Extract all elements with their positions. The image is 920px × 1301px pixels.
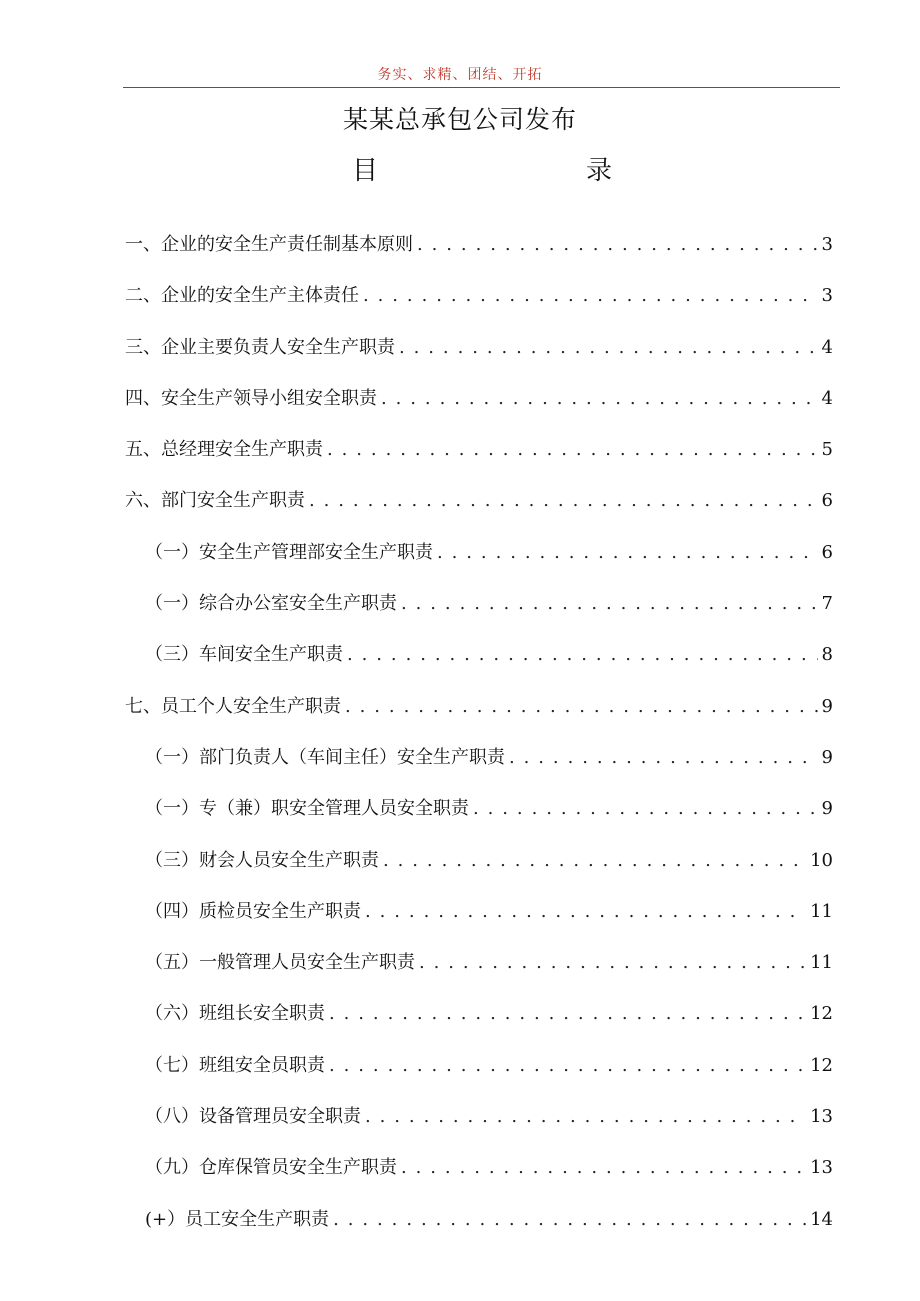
header-divider	[123, 87, 840, 88]
toc-leader-dots	[309, 490, 818, 511]
toc-entry-page: 11	[810, 952, 833, 974]
toc-entry-page: 11	[810, 900, 833, 922]
toc-subentry[interactable]	[125, 589, 833, 640]
toc-entry[interactable]	[125, 333, 833, 384]
document-title: 某某总承包公司发布	[342, 105, 577, 134]
toc-entry-page: 6	[821, 490, 833, 512]
toc-entry-label: （三）财会人员安全生产职责	[145, 849, 379, 871]
toc-entry[interactable]	[125, 486, 833, 537]
toc-entry-page: 9	[821, 695, 833, 717]
toc-entry-label: 二、企业的安全生产主体责任	[125, 285, 359, 307]
toc-entry-label: （九）仓库保管员安全生产职责	[145, 1157, 397, 1179]
toc-entry-page: 12	[810, 1054, 833, 1076]
toc-leader-dots	[417, 234, 818, 255]
toc-leader-dots	[329, 1055, 806, 1076]
toc-subentry[interactable]	[125, 640, 833, 691]
toc-entry-page: 13	[810, 1157, 833, 1179]
toc-leader-dots	[419, 952, 806, 973]
toc-entry-page: 8	[821, 644, 833, 666]
toc-entry-label: 五、总经理安全生产职责	[125, 439, 323, 461]
header-motto: 务实、求精、团结、开拓	[377, 67, 543, 83]
toc-leader-dots	[365, 1106, 806, 1127]
toc-entry[interactable]	[125, 230, 833, 281]
toc-subentry[interactable]	[125, 897, 833, 948]
toc-entry[interactable]	[125, 384, 833, 435]
toc-leader-dots	[345, 696, 818, 717]
toc-entry-label: （一）部门负责人（车间主任）安全生产职责	[145, 746, 505, 768]
toc-leader-dots	[333, 1209, 806, 1230]
toc-entry-page: 4	[821, 387, 833, 409]
toc-entry[interactable]	[125, 281, 833, 332]
toc-leader-dots	[473, 798, 818, 819]
toc-entry-label: 四、安全生产领导小组安全职责	[125, 387, 377, 409]
toc-subentry[interactable]	[125, 538, 833, 589]
toc-leader-dots	[327, 439, 818, 460]
toc-subentry[interactable]	[125, 999, 833, 1050]
toc-entry-label: （一）综合办公室安全生产职责	[145, 593, 397, 615]
toc-entry-label: （八）设备管理员安全职责	[145, 1106, 361, 1128]
toc-entry-page: 3	[821, 285, 833, 307]
toc-leader-dots	[401, 1157, 806, 1178]
toc-entry-page: 9	[821, 798, 833, 820]
toc-entry-label: （一）专（兼）职安全管理人员安全职责	[145, 798, 469, 820]
toc-heading-left: 目	[352, 156, 379, 186]
toc-heading-right: 录	[586, 156, 613, 186]
toc-entry-page: 4	[821, 336, 833, 358]
toc-entry-label: （六）班组长安全职责	[145, 1003, 325, 1025]
toc-leader-dots	[399, 337, 818, 358]
toc-entry-label: (+）员工安全生产职责	[145, 1208, 330, 1230]
toc-subentry[interactable]	[125, 1051, 833, 1102]
toc-subentry[interactable]	[125, 948, 833, 999]
toc-subentry[interactable]	[125, 743, 833, 794]
toc-leader-dots	[365, 901, 806, 922]
toc-leader-dots	[347, 644, 818, 665]
toc-entry-label: 三、企业主要负责人安全生产职责	[125, 336, 395, 358]
toc-entry-page: 7	[821, 593, 833, 615]
toc-subentry[interactable]	[125, 1102, 833, 1153]
toc-leader-dots	[401, 593, 818, 614]
toc-entry-page: 3	[821, 234, 833, 255]
toc-leader-dots	[329, 1003, 806, 1024]
toc-leader-dots	[363, 285, 818, 306]
toc-entry-label: （四）质检员安全生产职责	[145, 900, 361, 922]
toc-leader-dots	[383, 850, 806, 871]
toc-subentry[interactable]	[125, 846, 833, 897]
toc-subentry[interactable]	[125, 1153, 833, 1204]
toc-entry-page: 10	[810, 849, 833, 871]
toc-entry-label: （三）车间安全生产职责	[145, 644, 343, 666]
toc-entry-label: 七、员工个人安全生产职责	[125, 695, 341, 717]
toc-entry-page: 9	[821, 746, 833, 768]
toc-entry-label: 六、部门安全生产职责	[125, 490, 305, 512]
toc-leader-dots	[437, 542, 818, 563]
toc-entry-label: 一、企业的安全生产责任制基本原则	[125, 234, 413, 255]
toc-entry[interactable]	[125, 435, 833, 486]
toc-entry-label: （五）一般管理人员安全生产职责	[145, 952, 415, 974]
toc-subentry[interactable]	[125, 1205, 833, 1256]
table-of-contents	[125, 230, 833, 1256]
toc-entry-label: （七）班组安全员职责	[145, 1054, 325, 1076]
toc-subentry[interactable]	[125, 794, 833, 845]
toc-entry-label: （一）安全生产管理部安全生产职责	[145, 541, 433, 563]
toc-entry-page: 5	[821, 439, 833, 461]
toc-entry[interactable]	[125, 692, 833, 743]
toc-entry-page: 13	[810, 1106, 833, 1128]
toc-leader-dots	[509, 747, 818, 768]
toc-entry-page: 14	[810, 1208, 833, 1230]
toc-entry-page: 6	[821, 541, 833, 563]
toc-entry-page: 12	[810, 1003, 833, 1025]
toc-leader-dots	[381, 388, 818, 409]
